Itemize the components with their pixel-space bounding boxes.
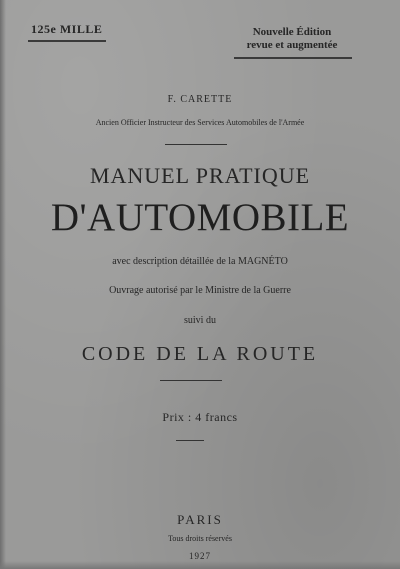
title-line-2: D'AUTOMOBILE <box>50 196 350 239</box>
print-run-underline <box>28 40 106 42</box>
divider-after-code <box>160 380 222 381</box>
edition-line-2: revue et augmentée <box>246 39 338 51</box>
edition-underline <box>234 57 352 59</box>
publication-year: 1927 <box>189 551 211 561</box>
subtitle-magneto: avec description détaillée de la MAGNÉTO <box>112 256 288 267</box>
rights-notice: Tous droits réservés <box>168 534 232 543</box>
subtitle-authorized: Ouvrage autorisé par le Ministre de la Guerre <box>109 285 291 296</box>
author-title: Ancien Officier Instructeur des Services Automobiles de l'Armée <box>95 118 305 127</box>
title-line-1: MANUEL PRATIQUE <box>89 163 311 188</box>
edition-line-1: Nouvelle Édition <box>252 26 332 38</box>
print-run-label: 125e MILLE <box>31 22 103 36</box>
divider-after-price <box>176 440 204 441</box>
divider-after-author <box>165 144 227 145</box>
code-de-la-route-title: CODE DE LA ROUTE <box>81 343 319 365</box>
subtitle-followed: suivi du <box>184 315 216 326</box>
publisher-city: PARIS <box>177 512 223 527</box>
price-label: Prix : 4 francs <box>162 410 238 424</box>
cover-bottom-edge-shadow <box>0 561 400 569</box>
edition-notice <box>230 26 354 52</box>
author-name: F. CARETTE <box>167 94 233 105</box>
